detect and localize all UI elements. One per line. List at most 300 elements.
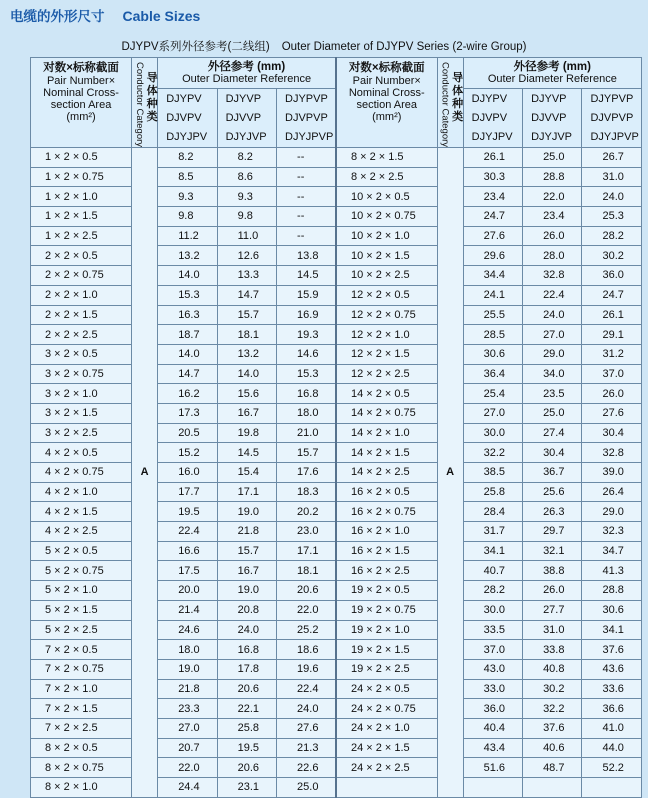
pair-spec-cell: 14 × 2 × 0.75 xyxy=(336,403,437,423)
od-value-cell: 17.5 xyxy=(158,561,217,581)
table-row xyxy=(31,561,642,581)
table-row xyxy=(31,443,642,463)
od-value-cell: 31.7 xyxy=(463,522,522,542)
table-caption-en: Outer Diameter of DJYPV Series (2-wire Group) xyxy=(281,41,527,53)
od-value-cell: 13.8 xyxy=(277,246,336,266)
header-col2-right: DJYVP DJVVP DJYJVP xyxy=(523,89,582,148)
od-value-cell: 23.4 xyxy=(523,207,582,227)
od-value-cell: 18.6 xyxy=(277,640,336,660)
od-value-cell: 40.4 xyxy=(463,718,522,738)
table-row xyxy=(31,226,642,246)
od-value-cell: 16.8 xyxy=(217,640,276,660)
od-value-cell: 24.0 xyxy=(582,187,642,207)
conductor-category-cell: A xyxy=(132,148,158,798)
pair-spec-cell: 5 × 2 × 2.5 xyxy=(31,620,132,640)
od-value-cell: 27.6 xyxy=(463,226,522,246)
od-value-cell: 26.0 xyxy=(523,581,582,601)
header-col1-right: DJYPV DJVPV DJYJPV xyxy=(463,89,522,148)
table-caption xyxy=(0,38,648,54)
od-value-cell: -- xyxy=(277,226,336,246)
od-value-cell: 16.7 xyxy=(217,403,276,423)
pair-spec-cell: 10 × 2 × 0.75 xyxy=(336,207,437,227)
od-value-cell: 20.7 xyxy=(158,738,217,758)
od-value-cell: 17.3 xyxy=(158,403,217,423)
od-value-cell: 20.6 xyxy=(217,758,276,778)
od-value-cell: 18.0 xyxy=(277,403,336,423)
od-value-cell: 8.2 xyxy=(158,148,217,168)
od-value-cell: 19.5 xyxy=(158,502,217,522)
od-value-cell: 25.3 xyxy=(582,207,642,227)
od-value-cell: 16.3 xyxy=(158,305,217,325)
pair-spec-cell: 19 × 2 × 1.0 xyxy=(336,620,437,640)
od-value-cell: 31.2 xyxy=(582,344,642,364)
od-value-cell: 30.3 xyxy=(463,167,522,187)
od-value-cell: 19.0 xyxy=(158,659,217,679)
table-row xyxy=(31,266,642,286)
od-value-cell: 36.6 xyxy=(582,699,642,719)
od-value-cell: 25.6 xyxy=(523,482,582,502)
od-value-cell: 11.0 xyxy=(217,226,276,246)
od-value-cell: 41.3 xyxy=(582,561,642,581)
od-value-cell: 22.0 xyxy=(277,600,336,620)
pair-spec-cell: 4 × 2 × 2.5 xyxy=(31,522,132,542)
od-value-cell: 28.0 xyxy=(523,246,582,266)
header-col2-left: DJYVP DJVVP DJYJVP xyxy=(217,89,276,148)
pair-spec-cell: 1 × 2 × 0.5 xyxy=(31,148,132,168)
od-value-cell: 18.7 xyxy=(158,325,217,345)
od-value-cell: 27.7 xyxy=(523,600,582,620)
od-value-cell: 18.1 xyxy=(277,561,336,581)
od-value-cell: 52.2 xyxy=(582,758,642,778)
od-value-cell: 26.0 xyxy=(523,226,582,246)
od-value-cell: 22.1 xyxy=(217,699,276,719)
pair-spec-cell: 19 × 2 × 2.5 xyxy=(336,659,437,679)
od-value-cell: 36.0 xyxy=(582,266,642,286)
od-value-cell: 15.7 xyxy=(217,541,276,561)
od-value-cell: 31.0 xyxy=(523,620,582,640)
pair-spec-cell: 16 × 2 × 2.5 xyxy=(336,561,437,581)
od-value-cell: 34.1 xyxy=(463,541,522,561)
pair-spec-cell: 7 × 2 × 1.0 xyxy=(31,679,132,699)
od-value-cell: -- xyxy=(277,207,336,227)
od-value-cell: 41.0 xyxy=(582,718,642,738)
table-row xyxy=(31,305,642,325)
pair-spec-cell: 14 × 2 × 2.5 xyxy=(336,463,437,483)
od-value-cell: 8.2 xyxy=(217,148,276,168)
od-value-cell xyxy=(523,778,582,798)
od-value-cell: 16.7 xyxy=(217,561,276,581)
od-value-cell: 15.2 xyxy=(158,443,217,463)
table-row xyxy=(31,581,642,601)
od-value-cell: 14.5 xyxy=(217,443,276,463)
od-value-cell: 37.6 xyxy=(582,640,642,660)
od-value-cell: -- xyxy=(277,187,336,207)
od-value-cell: 16.0 xyxy=(158,463,217,483)
od-value-cell: 21.8 xyxy=(158,679,217,699)
od-value-cell: 23.0 xyxy=(277,522,336,542)
od-value-cell: 26.7 xyxy=(582,148,642,168)
pair-spec-cell: 10 × 2 × 2.5 xyxy=(336,266,437,286)
od-value-cell: 21.8 xyxy=(217,522,276,542)
od-value-cell: 18.3 xyxy=(277,482,336,502)
table-row xyxy=(31,167,642,187)
od-value-cell: 13.2 xyxy=(217,344,276,364)
pair-spec-cell: 19 × 2 × 0.5 xyxy=(336,581,437,601)
pair-spec-cell: 4 × 2 × 0.75 xyxy=(31,463,132,483)
table-row xyxy=(31,640,642,660)
od-value-cell: 19.5 xyxy=(217,738,276,758)
pair-spec-cell: 2 × 2 × 0.5 xyxy=(31,246,132,266)
od-value-cell: 14.0 xyxy=(158,344,217,364)
table-row xyxy=(31,325,642,345)
od-value-cell: 22.4 xyxy=(158,522,217,542)
od-value-cell: -- xyxy=(277,148,336,168)
od-value-cell: 20.6 xyxy=(217,679,276,699)
od-value-cell: 32.2 xyxy=(523,699,582,719)
od-value-cell: 31.0 xyxy=(582,167,642,187)
od-value-cell: 15.3 xyxy=(277,364,336,384)
od-value-cell: 33.6 xyxy=(582,679,642,699)
od-value-cell: 20.2 xyxy=(277,502,336,522)
od-value-cell: 19.3 xyxy=(277,325,336,345)
cable-size-table xyxy=(30,57,642,798)
od-value-cell: 15.7 xyxy=(217,305,276,325)
od-value-cell: 27.0 xyxy=(523,325,582,345)
table-body xyxy=(31,148,642,798)
table-row xyxy=(31,600,642,620)
od-value-cell: 25.0 xyxy=(523,403,582,423)
pair-spec-cell: 16 × 2 × 1.5 xyxy=(336,541,437,561)
table-row xyxy=(31,207,642,227)
header-od-right: 外径参考 (mm) Outer Diameter Reference xyxy=(463,58,641,89)
pair-spec-cell: 24 × 2 × 1.5 xyxy=(336,738,437,758)
od-value-cell: 27.6 xyxy=(582,403,642,423)
pair-spec-cell: 24 × 2 × 0.5 xyxy=(336,679,437,699)
od-value-cell: 36.4 xyxy=(463,364,522,384)
od-value-cell xyxy=(582,778,642,798)
header-category-right: Conductor Category 导体种类 xyxy=(437,58,463,148)
od-value-cell: 24.1 xyxy=(463,285,522,305)
od-value-cell: 15.4 xyxy=(217,463,276,483)
table-row xyxy=(31,541,642,561)
od-value-cell: 34.1 xyxy=(582,620,642,640)
pair-spec-cell: 7 × 2 × 0.5 xyxy=(31,640,132,660)
pair-spec-cell: 1 × 2 × 1.0 xyxy=(31,187,132,207)
pair-spec-cell: 5 × 2 × 1.5 xyxy=(31,600,132,620)
od-value-cell: 30.0 xyxy=(463,423,522,443)
od-value-cell: 8.5 xyxy=(158,167,217,187)
header-col1-left: DJYPV DJVPV DJYJPV xyxy=(158,89,217,148)
pair-spec-cell: 16 × 2 × 1.0 xyxy=(336,522,437,542)
pair-spec-cell: 3 × 2 × 1.5 xyxy=(31,403,132,423)
od-value-cell: 29.7 xyxy=(523,522,582,542)
od-value-cell: 30.0 xyxy=(463,600,522,620)
pair-spec-cell: 3 × 2 × 0.5 xyxy=(31,344,132,364)
od-value-cell: 24.4 xyxy=(158,778,217,798)
table-row xyxy=(31,778,642,798)
od-value-cell: 14.6 xyxy=(277,344,336,364)
od-value-cell: 32.2 xyxy=(463,443,522,463)
table-row xyxy=(31,246,642,266)
table-row xyxy=(31,423,642,443)
od-value-cell: 22.0 xyxy=(523,187,582,207)
table-row xyxy=(31,482,642,502)
pair-spec-cell: 16 × 2 × 0.75 xyxy=(336,502,437,522)
od-value-cell: 24.0 xyxy=(277,699,336,719)
od-value-cell: 11.2 xyxy=(158,226,217,246)
header-od-left: 外径参考 (mm) Outer Diameter Reference xyxy=(158,58,336,89)
od-value-cell: 17.7 xyxy=(158,482,217,502)
od-value-cell: 27.0 xyxy=(463,403,522,423)
od-value-cell: 34.4 xyxy=(463,266,522,286)
od-value-cell: 19.8 xyxy=(217,423,276,443)
od-value-cell: 37.6 xyxy=(523,718,582,738)
od-value-cell: 20.0 xyxy=(158,581,217,601)
pair-spec-cell: 1 × 2 × 0.75 xyxy=(31,167,132,187)
pair-spec-cell: 1 × 2 × 2.5 xyxy=(31,226,132,246)
od-value-cell: 32.1 xyxy=(523,541,582,561)
pair-spec-cell: 24 × 2 × 2.5 xyxy=(336,758,437,778)
pair-spec-cell: 16 × 2 × 0.5 xyxy=(336,482,437,502)
table-row xyxy=(31,384,642,404)
od-value-cell: 20.5 xyxy=(158,423,217,443)
od-value-cell: 29.1 xyxy=(582,325,642,345)
pair-spec-cell: 14 × 2 × 1.0 xyxy=(336,423,437,443)
od-value-cell: 27.6 xyxy=(277,718,336,738)
od-value-cell: 40.8 xyxy=(523,659,582,679)
od-value-cell: -- xyxy=(277,167,336,187)
od-value-cell: 23.1 xyxy=(217,778,276,798)
pair-spec-cell: 3 × 2 × 1.0 xyxy=(31,384,132,404)
pair-spec-cell: 5 × 2 × 1.0 xyxy=(31,581,132,601)
od-value-cell: 30.4 xyxy=(582,423,642,443)
od-value-cell: 27.4 xyxy=(523,423,582,443)
od-value-cell: 25.0 xyxy=(277,778,336,798)
pair-spec-cell: 14 × 2 × 1.5 xyxy=(336,443,437,463)
pair-spec-cell: 1 × 2 × 1.5 xyxy=(31,207,132,227)
od-value-cell: 20.8 xyxy=(217,600,276,620)
od-value-cell: 25.8 xyxy=(463,482,522,502)
od-value-cell: 40.6 xyxy=(523,738,582,758)
pair-spec-cell: 19 × 2 × 0.75 xyxy=(336,600,437,620)
pair-spec-cell: 24 × 2 × 1.0 xyxy=(336,718,437,738)
od-value-cell: 28.2 xyxy=(582,226,642,246)
od-value-cell: 36.7 xyxy=(523,463,582,483)
pair-spec-cell: 5 × 2 × 0.5 xyxy=(31,541,132,561)
table-row xyxy=(31,758,642,778)
od-value-cell: 43.4 xyxy=(463,738,522,758)
od-value-cell: 14.5 xyxy=(277,266,336,286)
od-value-cell: 26.1 xyxy=(582,305,642,325)
od-value-cell: 28.8 xyxy=(523,167,582,187)
pair-spec-cell: 2 × 2 × 1.0 xyxy=(31,285,132,305)
od-value-cell: 39.0 xyxy=(582,463,642,483)
od-value-cell: 25.5 xyxy=(463,305,522,325)
od-value-cell: 38.5 xyxy=(463,463,522,483)
header-row-1 xyxy=(31,58,642,89)
od-value-cell: 30.2 xyxy=(582,246,642,266)
table-row xyxy=(31,738,642,758)
od-value-cell: 43.6 xyxy=(582,659,642,679)
pair-spec-cell: 4 × 2 × 0.5 xyxy=(31,443,132,463)
od-value-cell: 17.8 xyxy=(217,659,276,679)
pair-spec-cell: 3 × 2 × 0.75 xyxy=(31,364,132,384)
od-value-cell: 8.6 xyxy=(217,167,276,187)
od-value-cell: 26.1 xyxy=(463,148,522,168)
od-value-cell: 29.0 xyxy=(523,344,582,364)
od-value-cell: 23.3 xyxy=(158,699,217,719)
od-value-cell: 14.0 xyxy=(217,364,276,384)
pair-spec-cell: 7 × 2 × 0.75 xyxy=(31,659,132,679)
pair-spec-cell: 2 × 2 × 1.5 xyxy=(31,305,132,325)
od-value-cell: 22.6 xyxy=(277,758,336,778)
od-value-cell: 12.6 xyxy=(217,246,276,266)
conductor-category-cell: A xyxy=(437,148,463,798)
od-value-cell: 37.0 xyxy=(463,640,522,660)
od-value-cell: 38.8 xyxy=(523,561,582,581)
page-title-en: Cable Sizes xyxy=(122,8,201,24)
od-value-cell: 29.6 xyxy=(463,246,522,266)
od-value-cell: 25.0 xyxy=(523,148,582,168)
page-title-cn: 电缆的外形尺寸 xyxy=(10,9,105,24)
table-row xyxy=(31,679,642,699)
od-value-cell: 16.8 xyxy=(277,384,336,404)
pair-spec-cell: 10 × 2 × 0.5 xyxy=(336,187,437,207)
od-value-cell xyxy=(463,778,522,798)
od-value-cell: 9.8 xyxy=(217,207,276,227)
od-value-cell: 15.6 xyxy=(217,384,276,404)
table-row xyxy=(31,463,642,483)
od-value-cell: 26.4 xyxy=(582,482,642,502)
od-value-cell: 15.7 xyxy=(277,443,336,463)
pair-spec-cell xyxy=(336,778,437,798)
od-value-cell: 22.4 xyxy=(523,285,582,305)
table-caption-cn: DJYPV系列外径参考(二线组) xyxy=(121,41,270,53)
od-value-cell: 23.4 xyxy=(463,187,522,207)
header-pair-left: 对数×标称截面 Pair Number× Nominal Cross- section Area (mm²) xyxy=(31,58,132,148)
header-category-left: Conductor Category 导体种类 xyxy=(132,58,158,148)
od-value-cell: 14.7 xyxy=(158,364,217,384)
od-value-cell: 21.4 xyxy=(158,600,217,620)
od-value-cell: 28.2 xyxy=(463,581,522,601)
table-row xyxy=(31,659,642,679)
od-value-cell: 30.4 xyxy=(523,443,582,463)
od-value-cell: 9.8 xyxy=(158,207,217,227)
od-value-cell: 21.0 xyxy=(277,423,336,443)
pair-spec-cell: 12 × 2 × 0.5 xyxy=(336,285,437,305)
pair-spec-cell: 8 × 2 × 0.75 xyxy=(31,758,132,778)
pair-spec-cell: 8 × 2 × 0.5 xyxy=(31,738,132,758)
od-value-cell: 18.0 xyxy=(158,640,217,660)
od-value-cell: 17.1 xyxy=(277,541,336,561)
od-value-cell: 24.6 xyxy=(158,620,217,640)
od-value-cell: 24.0 xyxy=(217,620,276,640)
od-value-cell: 29.0 xyxy=(582,502,642,522)
od-value-cell: 16.6 xyxy=(158,541,217,561)
od-value-cell: 17.1 xyxy=(217,482,276,502)
od-value-cell: 25.4 xyxy=(463,384,522,404)
pair-spec-cell: 19 × 2 × 1.5 xyxy=(336,640,437,660)
pair-spec-cell: 7 × 2 × 2.5 xyxy=(31,718,132,738)
od-value-cell: 19.0 xyxy=(217,581,276,601)
pair-spec-cell: 12 × 2 × 2.5 xyxy=(336,364,437,384)
od-value-cell: 33.5 xyxy=(463,620,522,640)
od-value-cell: 16.2 xyxy=(158,384,217,404)
table-row xyxy=(31,364,642,384)
od-value-cell: 19.0 xyxy=(217,502,276,522)
pair-spec-cell: 12 × 2 × 0.75 xyxy=(336,305,437,325)
table-row xyxy=(31,502,642,522)
od-value-cell: 33.8 xyxy=(523,640,582,660)
od-value-cell: 17.6 xyxy=(277,463,336,483)
table-row xyxy=(31,344,642,364)
od-value-cell: 28.8 xyxy=(582,581,642,601)
od-value-cell: 14.7 xyxy=(217,285,276,305)
od-value-cell: 18.1 xyxy=(217,325,276,345)
od-value-cell: 13.2 xyxy=(158,246,217,266)
table-row xyxy=(31,148,642,168)
od-value-cell: 9.3 xyxy=(217,187,276,207)
od-value-cell: 25.8 xyxy=(217,718,276,738)
pair-spec-cell: 2 × 2 × 2.5 xyxy=(31,325,132,345)
od-value-cell: 34.7 xyxy=(582,541,642,561)
pair-spec-cell: 7 × 2 × 1.5 xyxy=(31,699,132,719)
od-value-cell: 32.8 xyxy=(523,266,582,286)
page-title xyxy=(10,5,200,25)
table-row xyxy=(31,522,642,542)
table-row xyxy=(31,403,642,423)
od-value-cell: 15.3 xyxy=(158,285,217,305)
pair-spec-cell: 12 × 2 × 1.5 xyxy=(336,344,437,364)
od-value-cell: 30.6 xyxy=(582,600,642,620)
pair-spec-cell: 24 × 2 × 0.75 xyxy=(336,699,437,719)
od-value-cell: 22.0 xyxy=(158,758,217,778)
od-value-cell: 24.0 xyxy=(523,305,582,325)
table-row xyxy=(31,620,642,640)
od-value-cell: 25.2 xyxy=(277,620,336,640)
table-row xyxy=(31,699,642,719)
od-value-cell: 15.9 xyxy=(277,285,336,305)
od-value-cell: 13.3 xyxy=(217,266,276,286)
header-pair-right: 对数×标称截面 Pair Number× Nominal Cross- section Area (mm²) xyxy=(336,58,437,148)
od-value-cell: 23.5 xyxy=(523,384,582,404)
od-value-cell: 24.7 xyxy=(582,285,642,305)
od-value-cell: 26.0 xyxy=(582,384,642,404)
pair-spec-cell: 12 × 2 × 1.0 xyxy=(336,325,437,345)
header-col3-right: DJYPVP DJVPVP DJYJPVP xyxy=(582,89,642,148)
od-value-cell: 51.6 xyxy=(463,758,522,778)
od-value-cell: 30.2 xyxy=(523,679,582,699)
od-value-cell: 14.0 xyxy=(158,266,217,286)
table-row xyxy=(31,718,642,738)
pair-spec-cell: 4 × 2 × 1.5 xyxy=(31,502,132,522)
od-value-cell: 28.5 xyxy=(463,325,522,345)
pair-spec-cell: 8 × 2 × 1.0 xyxy=(31,778,132,798)
od-value-cell: 44.0 xyxy=(582,738,642,758)
table-row xyxy=(31,285,642,305)
od-value-cell: 9.3 xyxy=(158,187,217,207)
pair-spec-cell: 14 × 2 × 0.5 xyxy=(336,384,437,404)
od-value-cell: 22.4 xyxy=(277,679,336,699)
pair-spec-cell: 4 × 2 × 1.0 xyxy=(31,482,132,502)
od-value-cell: 21.3 xyxy=(277,738,336,758)
pair-spec-cell: 8 × 2 × 1.5 xyxy=(336,148,437,168)
header-col3-left: DJYPVP DJVPVP DJYJPVP xyxy=(277,89,336,148)
od-value-cell: 34.0 xyxy=(523,364,582,384)
pair-spec-cell: 5 × 2 × 0.75 xyxy=(31,561,132,581)
od-value-cell: 20.6 xyxy=(277,581,336,601)
od-value-cell: 16.9 xyxy=(277,305,336,325)
